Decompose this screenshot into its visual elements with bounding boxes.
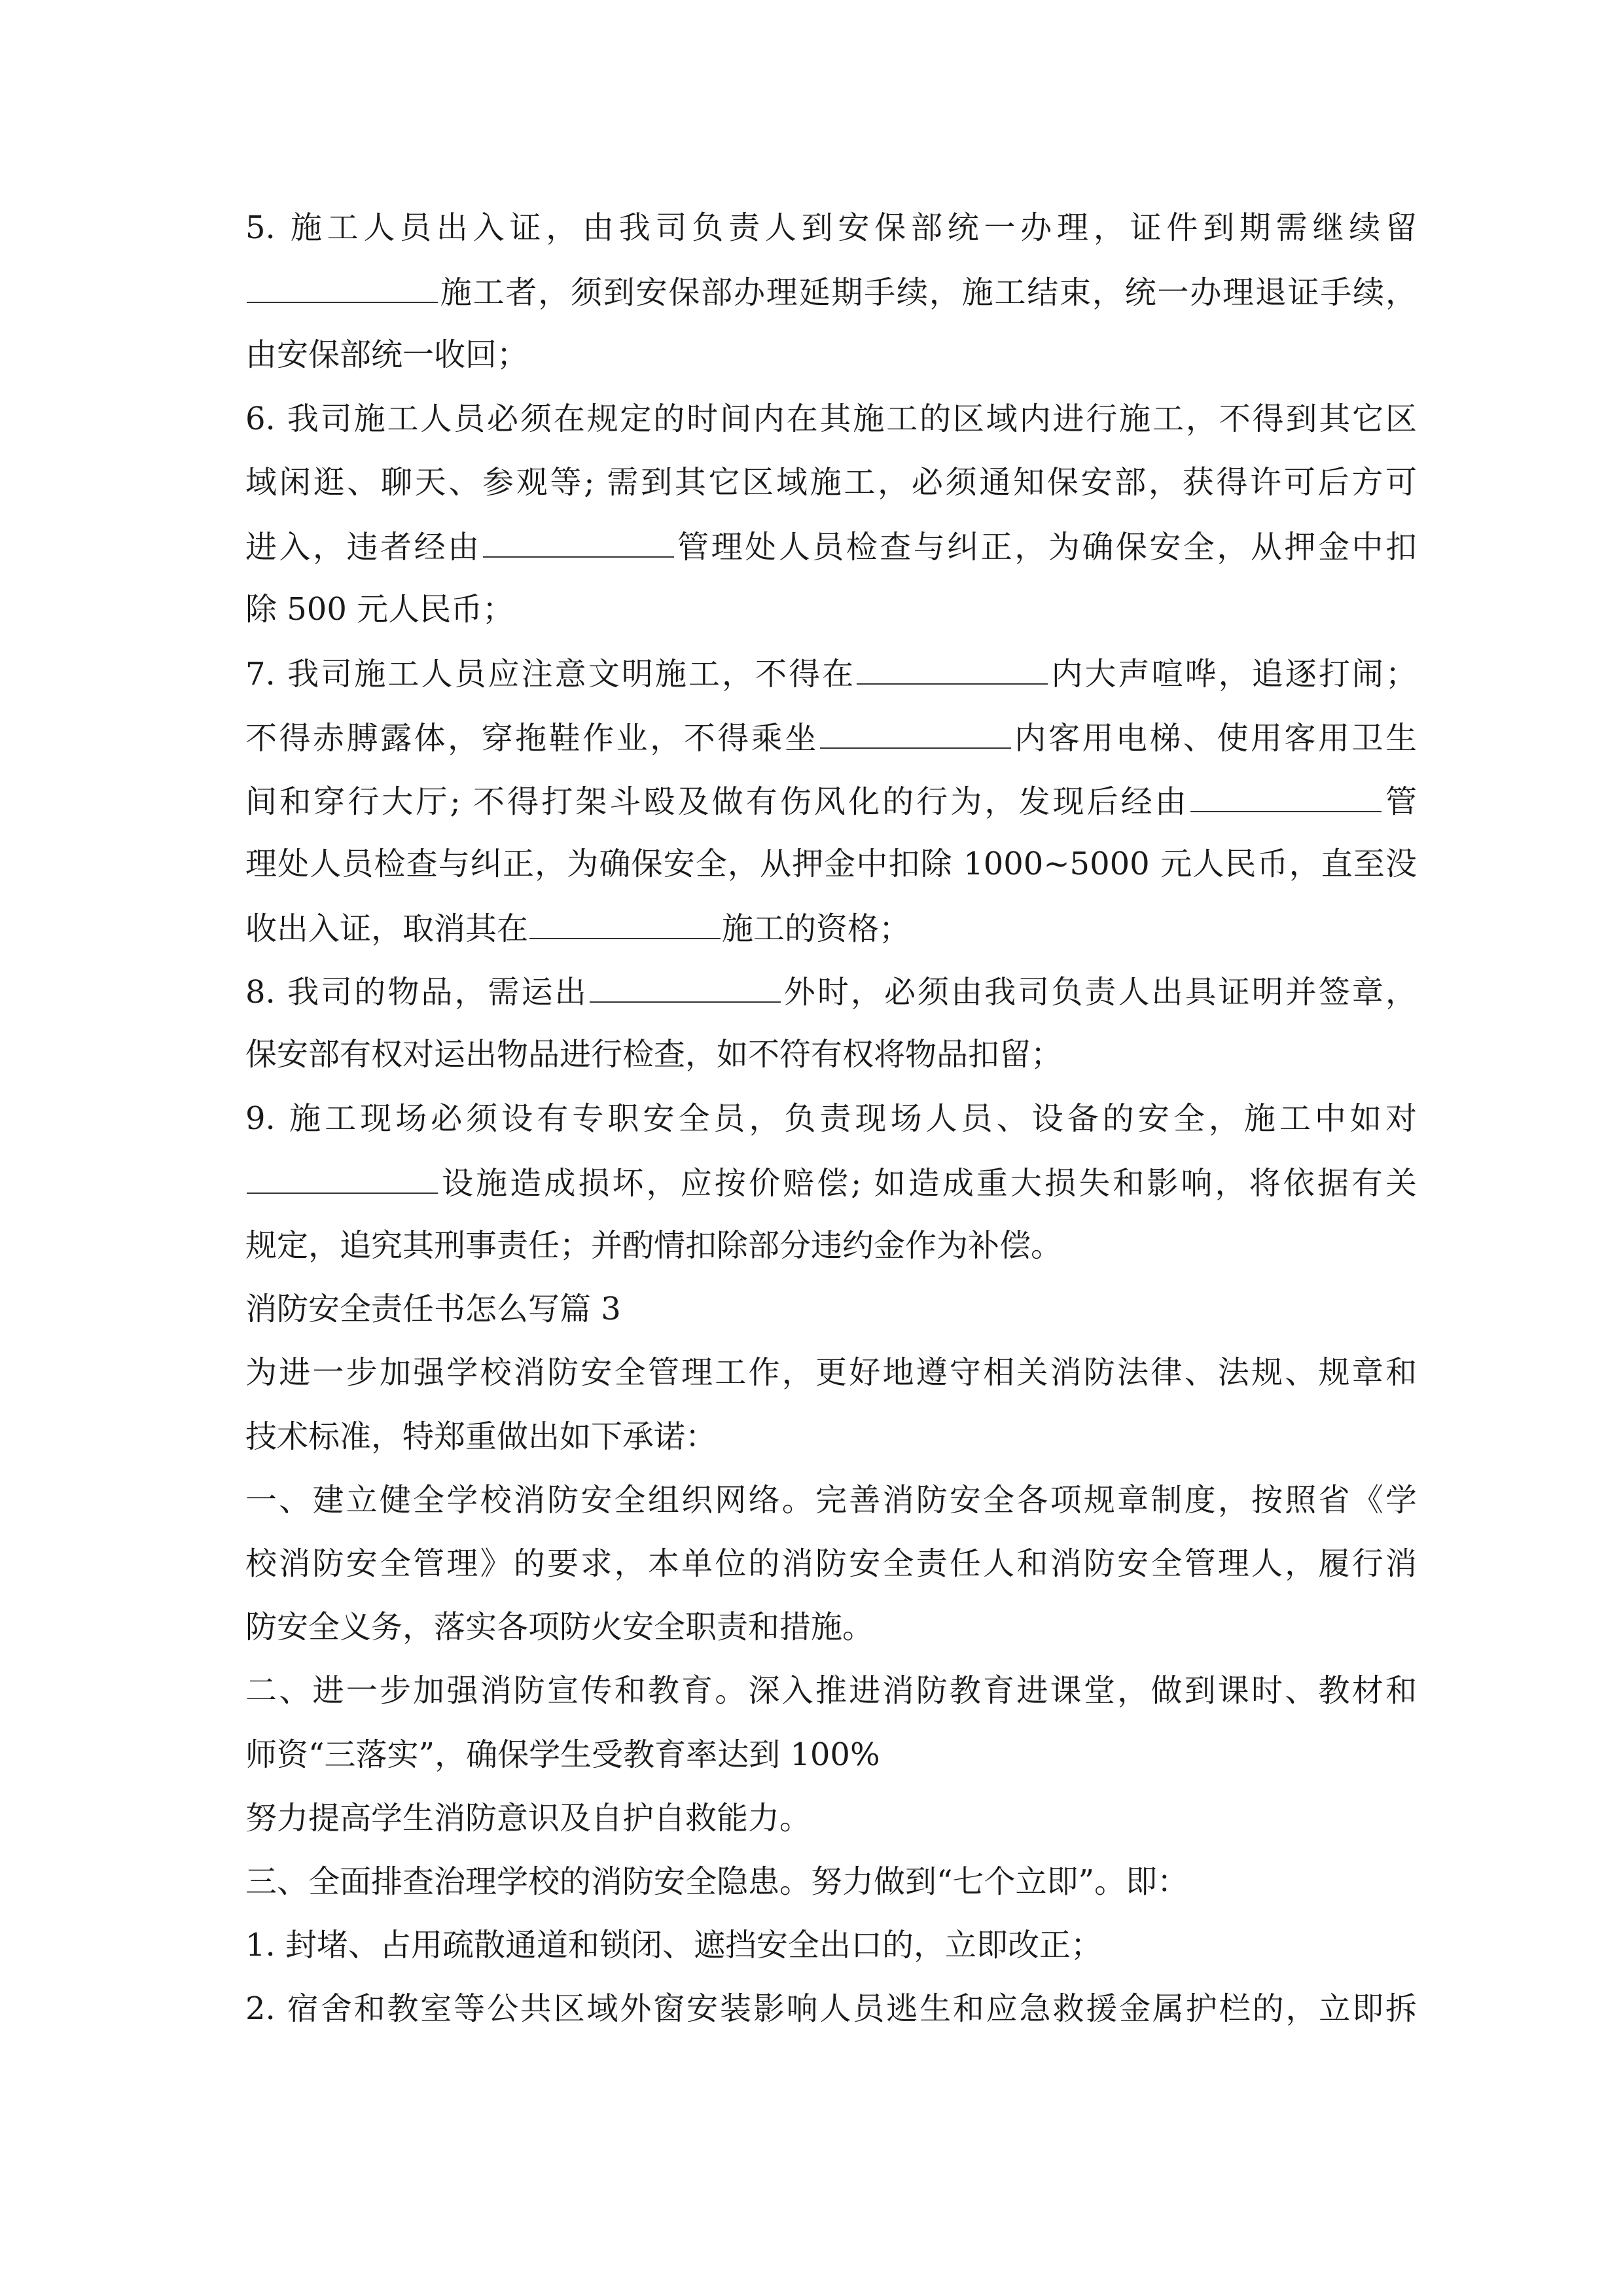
item-8-text-a: 8. 我司的物品，需运出 bbox=[245, 974, 588, 1011]
item-9-text: 设施造成损坏，应按价赔偿; 如造成重大损失和影响，将依据有关 bbox=[439, 1164, 1417, 1202]
item-7-text-a: 7. 我司施工人员应注意文明施工，不得在 bbox=[245, 656, 856, 693]
fill-in-blank bbox=[483, 514, 674, 558]
item-7-text-e: 间和穿行大厅; 不得打架斗殴及做有伤风化的行为，发现后经由 bbox=[245, 783, 1189, 820]
item-9-line-1: 9. 施工现场必须设有专职安全员，负责现场人员、设备的安全，施工中如对 bbox=[245, 1100, 1417, 1137]
fill-in-blank bbox=[529, 896, 721, 939]
item-7-line-2 bbox=[245, 706, 1417, 769]
fill-in-blank bbox=[247, 1151, 438, 1194]
fill-in-blank bbox=[820, 706, 1011, 749]
fill-in-blank bbox=[590, 960, 781, 1003]
section-title: 消防安全责任书怎么写篇 3 bbox=[245, 1291, 621, 1328]
item-7-text-h: 施工的资格； bbox=[722, 910, 911, 948]
point-3-sub-2: 2. 宿舍和教室等公共区域外窗安装影响人员逃生和应急救援金属护栏的，立即拆 bbox=[245, 1990, 1417, 2028]
item-7-line-5 bbox=[245, 896, 1417, 960]
fill-in-blank bbox=[247, 260, 438, 303]
point-3-line-1: 三、全面排查治理学校的消防安全隐患。努力做到“七个立即”。即： bbox=[245, 1863, 1189, 1900]
item-5-text: 施工者，须到安保部办理延期手续，施工结束，统一办理退证手续， bbox=[439, 274, 1417, 312]
point-1-line-3: 防安全义务，落实各项防火安全职责和措施。 bbox=[245, 1609, 874, 1646]
item-7-text-d: 内客用电梯、使用客用卫生 bbox=[1012, 719, 1417, 757]
item-8-line-1 bbox=[245, 960, 1417, 1023]
item-9-line-2 bbox=[245, 1151, 1417, 1214]
item-5-line-3: 由安保部统一收回； bbox=[245, 336, 529, 374]
item-5-line-2 bbox=[245, 260, 1417, 323]
point-2-line-3: 努力提高学生消防意识及自护自救能力。 bbox=[245, 1799, 812, 1837]
item-8-text-b: 外时，必须由我司负责人出具证明并签章， bbox=[781, 974, 1417, 1011]
item-7-text-c: 不得赤膊露体，穿拖鞋作业，不得乘坐 bbox=[245, 719, 819, 757]
item-7-text-b: 内大声喧哗，追逐打闹； bbox=[1049, 656, 1417, 693]
item-6-line-4: 除 500 元人民币； bbox=[245, 591, 514, 628]
item-8-line-2: 保安部有权对运出物品进行检查，如不符有权将物品扣留； bbox=[245, 1036, 1063, 1073]
fill-in-blank bbox=[1190, 769, 1382, 812]
item-7-line-1 bbox=[245, 641, 1417, 705]
item-6-text-b: 管理处人员检查与纠正，为确保安全，从押金中扣 bbox=[675, 528, 1417, 565]
item-6-line-3 bbox=[245, 514, 1417, 578]
item-5-line-1: 5. 施工人员出入证，由我司负责人到安保部统一办理，证件到期需继续留 bbox=[245, 209, 1417, 246]
point-3-sub-1: 1. 封堵、占用疏散通道和锁闭、遮挡安全出口的，立即改正； bbox=[245, 1927, 1103, 1964]
intro-line-2: 技术标准，特郑重做出如下承诺： bbox=[245, 1418, 717, 1455]
item-7-text-g: 收出入证，取消其在 bbox=[245, 910, 529, 948]
item-6-line-1: 6. 我司施工人员必须在规定的时间内在其施工的区域内进行施工，不得到其它区 bbox=[245, 400, 1417, 437]
item-7-line-3 bbox=[245, 769, 1417, 833]
item-9-line-3: 规定，追究其刑事责任；并酌情扣除部分违约金作为补偿。 bbox=[245, 1227, 1063, 1264]
fill-in-blank bbox=[857, 641, 1048, 685]
item-6-line-2: 域闲逛、聊天、参观等; 需到其它区域施工，必须通知保安部，获得许可后方可 bbox=[245, 463, 1417, 501]
item-7-line-4: 理处人员检查与纠正，为确保安全，从押金中扣除 1000~5000 元人民币，直至没 bbox=[245, 845, 1417, 882]
point-1-line-2: 校消防安全管理》的要求，本单位的消防安全责任人和消防安全管理人，履行消 bbox=[245, 1545, 1417, 1582]
point-1-line-1: 一、建立健全学校消防安全组织网络。完善消防安全各项规章制度，按照省《学 bbox=[245, 1481, 1417, 1518]
item-7-text-f: 管 bbox=[1382, 783, 1417, 820]
item-6-text-a: 进入，违者经由 bbox=[245, 528, 482, 565]
point-2-line-2: 师资“三落实”，确保学生受教育率达到 100% bbox=[245, 1736, 880, 1773]
intro-line-1: 为进一步加强学校消防安全管理工作，更好地遵守相关消防法律、法规、规章和 bbox=[245, 1354, 1417, 1391]
point-2-line-1: 二、进一步加强消防宣传和教育。深入推进消防教育进课堂，做到课时、教材和 bbox=[245, 1672, 1417, 1710]
document-body bbox=[245, 196, 1417, 2041]
